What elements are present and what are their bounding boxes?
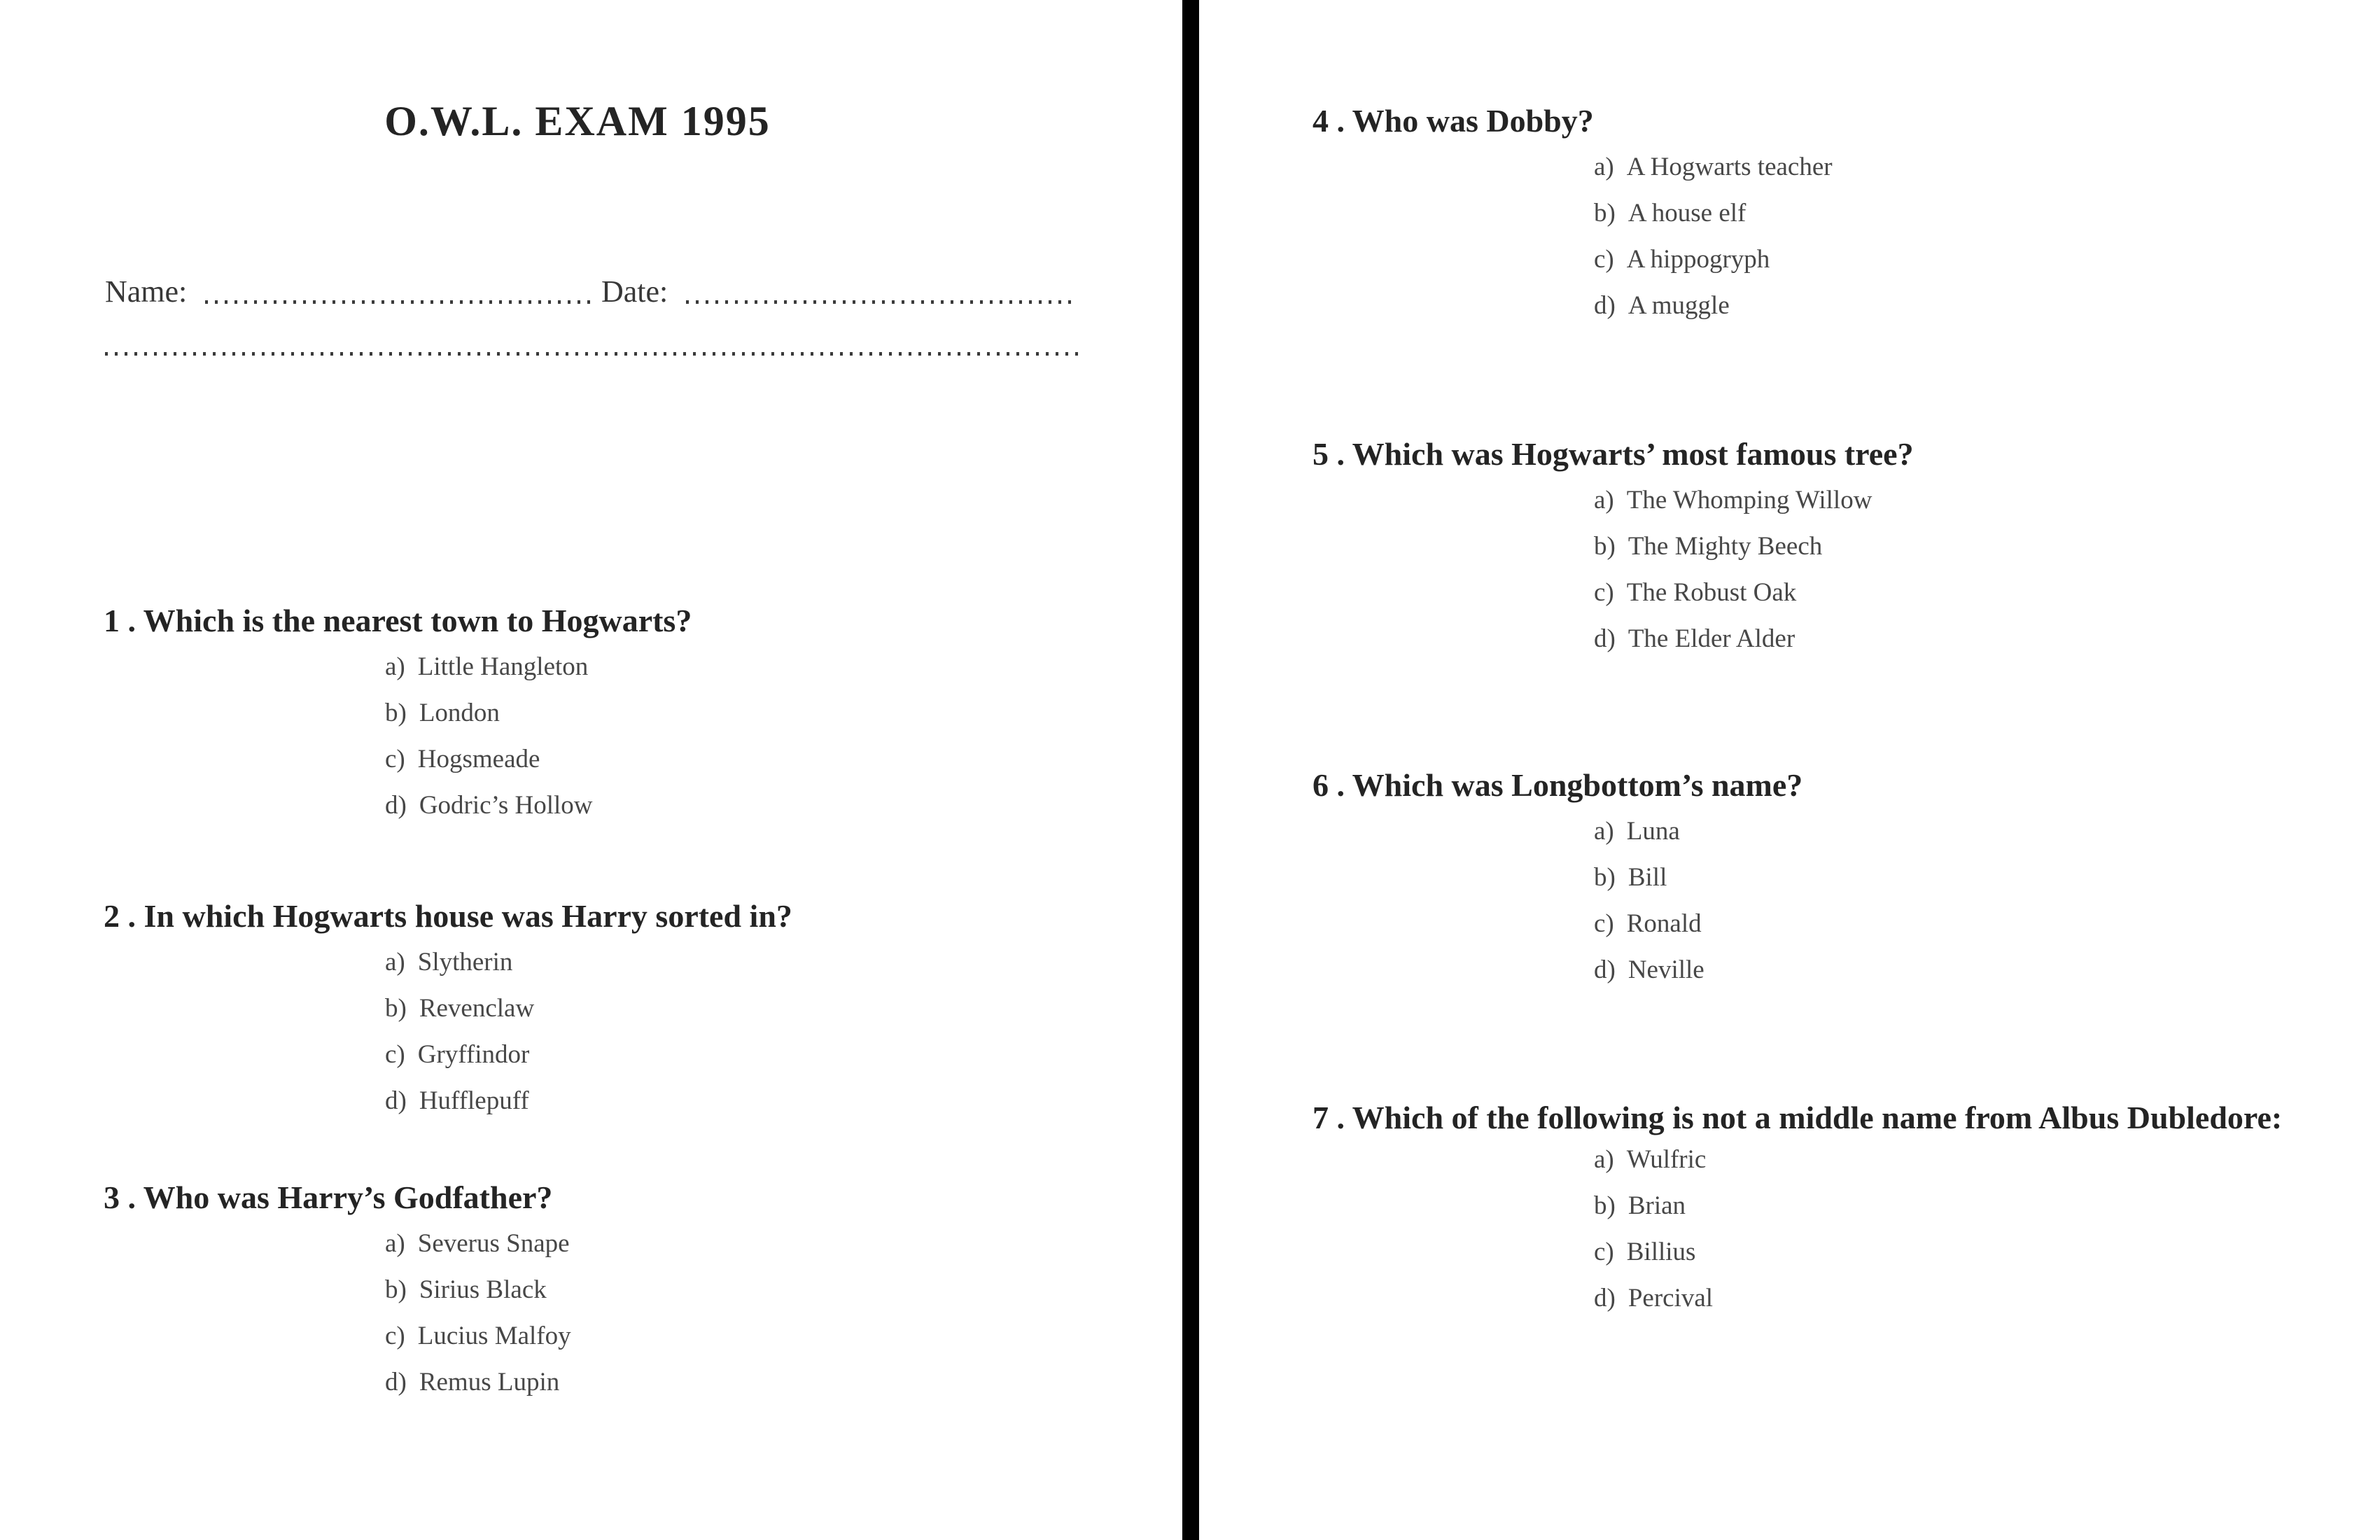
option-label: d) — [385, 1368, 407, 1396]
name-label: Name: — [105, 274, 188, 309]
question-1-option-a — [385, 651, 1154, 683]
option-label: c) — [1594, 578, 1614, 607]
option-text: Sirius Black — [419, 1275, 547, 1304]
question-3-option-d — [385, 1366, 1154, 1399]
option-label: d) — [1594, 1284, 1616, 1312]
option-label: a) — [385, 948, 405, 976]
question-7-option-c — [1594, 1236, 2314, 1268]
option-label: c) — [385, 745, 405, 774]
option-label: c) — [1594, 1238, 1614, 1266]
question-1-option-d — [385, 790, 1154, 822]
question-4-header: 4 . Who was Dobby? — [1312, 103, 1594, 139]
question-1-options — [385, 651, 1154, 822]
option-label: c) — [385, 1322, 405, 1350]
question-5-option-d — [1594, 623, 2314, 655]
question-6-options — [1594, 816, 2314, 986]
question-3-option-a — [385, 1228, 1154, 1260]
exam-title: O.W.L. EXAM 1995 — [384, 98, 771, 144]
option-label: d) — [1594, 955, 1616, 984]
option-label: b) — [1594, 532, 1616, 561]
date-label: Date: — [601, 274, 668, 309]
option-label: b) — [1594, 1191, 1616, 1220]
option-text: Ronald — [1626, 909, 1702, 938]
option-label: c) — [385, 1040, 405, 1069]
question-4-option-b — [1594, 197, 2314, 230]
option-text: Remus Lupin — [419, 1368, 560, 1396]
option-text: Revenclaw — [419, 994, 535, 1023]
option-label: a) — [1594, 1145, 1614, 1174]
name-fill-dots — [205, 300, 597, 304]
question-6-header: 6 . Which was Longbottom’s name? — [1312, 767, 1803, 803]
option-text: Godric’s Hollow — [419, 791, 593, 820]
exam-page-left — [0, 0, 1182, 1540]
question-2 — [104, 897, 1154, 1131]
option-text: A muggle — [1628, 291, 1730, 320]
question-5-options — [1594, 484, 2314, 655]
option-label: c) — [1594, 909, 1614, 938]
option-label: b) — [385, 699, 407, 727]
question-2-option-a — [385, 946, 1154, 979]
question-1-option-c — [385, 743, 1154, 776]
option-text: The Whomping Willow — [1626, 486, 1872, 514]
option-text: A hippogryph — [1626, 245, 1770, 274]
option-text: Severus Snape — [417, 1229, 570, 1258]
question-7 — [1312, 1099, 2314, 1329]
option-label: b) — [385, 994, 407, 1023]
option-text: The Mighty Beech — [1628, 532, 1823, 561]
option-text: Lucius Malfoy — [417, 1322, 571, 1350]
option-label: a) — [1594, 486, 1614, 514]
question-1-option-b — [385, 697, 1154, 729]
option-label: d) — [1594, 624, 1616, 653]
question-3-header: 3 . Who was Harry’s Godfather? — [104, 1180, 553, 1215]
question-2-options — [385, 946, 1154, 1117]
option-text: The Elder Alder — [1628, 624, 1795, 653]
question-6-option-a — [1594, 816, 2314, 848]
option-text: Bill — [1628, 863, 1667, 892]
option-text: The Robust Oak — [1626, 578, 1797, 607]
option-text: Wulfric — [1626, 1145, 1707, 1174]
question-7-options — [1594, 1144, 2314, 1315]
option-label: d) — [1594, 291, 1616, 320]
date-fill-dots — [686, 300, 1078, 304]
question-7-option-a — [1594, 1144, 2314, 1176]
question-2-option-b — [385, 993, 1154, 1025]
option-text: A Hogwarts teacher — [1626, 153, 1833, 181]
option-text: Brian — [1628, 1191, 1686, 1220]
question-5-option-a — [1594, 484, 2314, 517]
option-label: c) — [1594, 245, 1614, 274]
option-label: a) — [385, 652, 405, 681]
question-6-option-d — [1594, 954, 2314, 986]
question-3-option-b — [385, 1274, 1154, 1306]
question-5-option-b — [1594, 531, 2314, 563]
question-4-options — [1594, 151, 2314, 322]
question-7-option-b — [1594, 1190, 2314, 1222]
option-text: A house elf — [1628, 199, 1746, 227]
option-label: a) — [1594, 817, 1614, 846]
option-text: Gryffindor — [417, 1040, 530, 1069]
question-2-option-d — [385, 1085, 1154, 1117]
option-text: Little Hangleton — [417, 652, 589, 681]
option-label: d) — [385, 791, 407, 820]
option-label: b) — [385, 1275, 407, 1304]
question-4 — [1312, 102, 2314, 336]
question-6-option-c — [1594, 908, 2314, 940]
question-4-option-d — [1594, 290, 2314, 322]
question-6 — [1312, 766, 2314, 1000]
option-label: d) — [385, 1086, 407, 1115]
option-label: b) — [1594, 863, 1616, 892]
question-2-option-c — [385, 1039, 1154, 1071]
question-2-header: 2 . In which Hogwarts house was Harry sorted in? — [104, 898, 792, 934]
question-1-header: 1 . Which is the nearest town to Hogwarts? — [104, 603, 692, 638]
option-text: Billius — [1626, 1238, 1696, 1266]
name-date-row — [105, 274, 1078, 310]
option-label: a) — [1594, 153, 1614, 181]
question-5 — [1312, 435, 2314, 669]
question-3-options — [385, 1228, 1154, 1399]
question-3-option-c — [385, 1320, 1154, 1352]
extra-fill-dots — [105, 352, 1078, 356]
question-6-option-b — [1594, 862, 2314, 894]
option-label: b) — [1594, 199, 1616, 227]
option-text: Percival — [1628, 1284, 1714, 1312]
option-text: Neville — [1628, 955, 1704, 984]
question-7-option-d — [1594, 1282, 2314, 1315]
question-5-option-c — [1594, 577, 2314, 609]
question-5-header: 5 . Which was Hogwarts’ most famous tree? — [1312, 436, 1914, 472]
option-text: Hogsmeade — [417, 745, 540, 774]
exam-page-right — [1199, 0, 2380, 1540]
question-4-option-c — [1594, 244, 2314, 276]
question-7-header: 7 . Which of the following is not a middle name from Albus Dubledore: — [1312, 1100, 2283, 1135]
option-text: London — [419, 699, 500, 727]
option-text: Luna — [1626, 817, 1680, 846]
option-text: Hufflepuff — [419, 1086, 529, 1115]
option-label: a) — [385, 1229, 405, 1258]
option-text: Slytherin — [417, 948, 513, 976]
question-3 — [104, 1179, 1154, 1413]
question-1 — [104, 602, 1154, 836]
question-4-option-a — [1594, 151, 2314, 183]
page-divider — [1182, 0, 1199, 1540]
